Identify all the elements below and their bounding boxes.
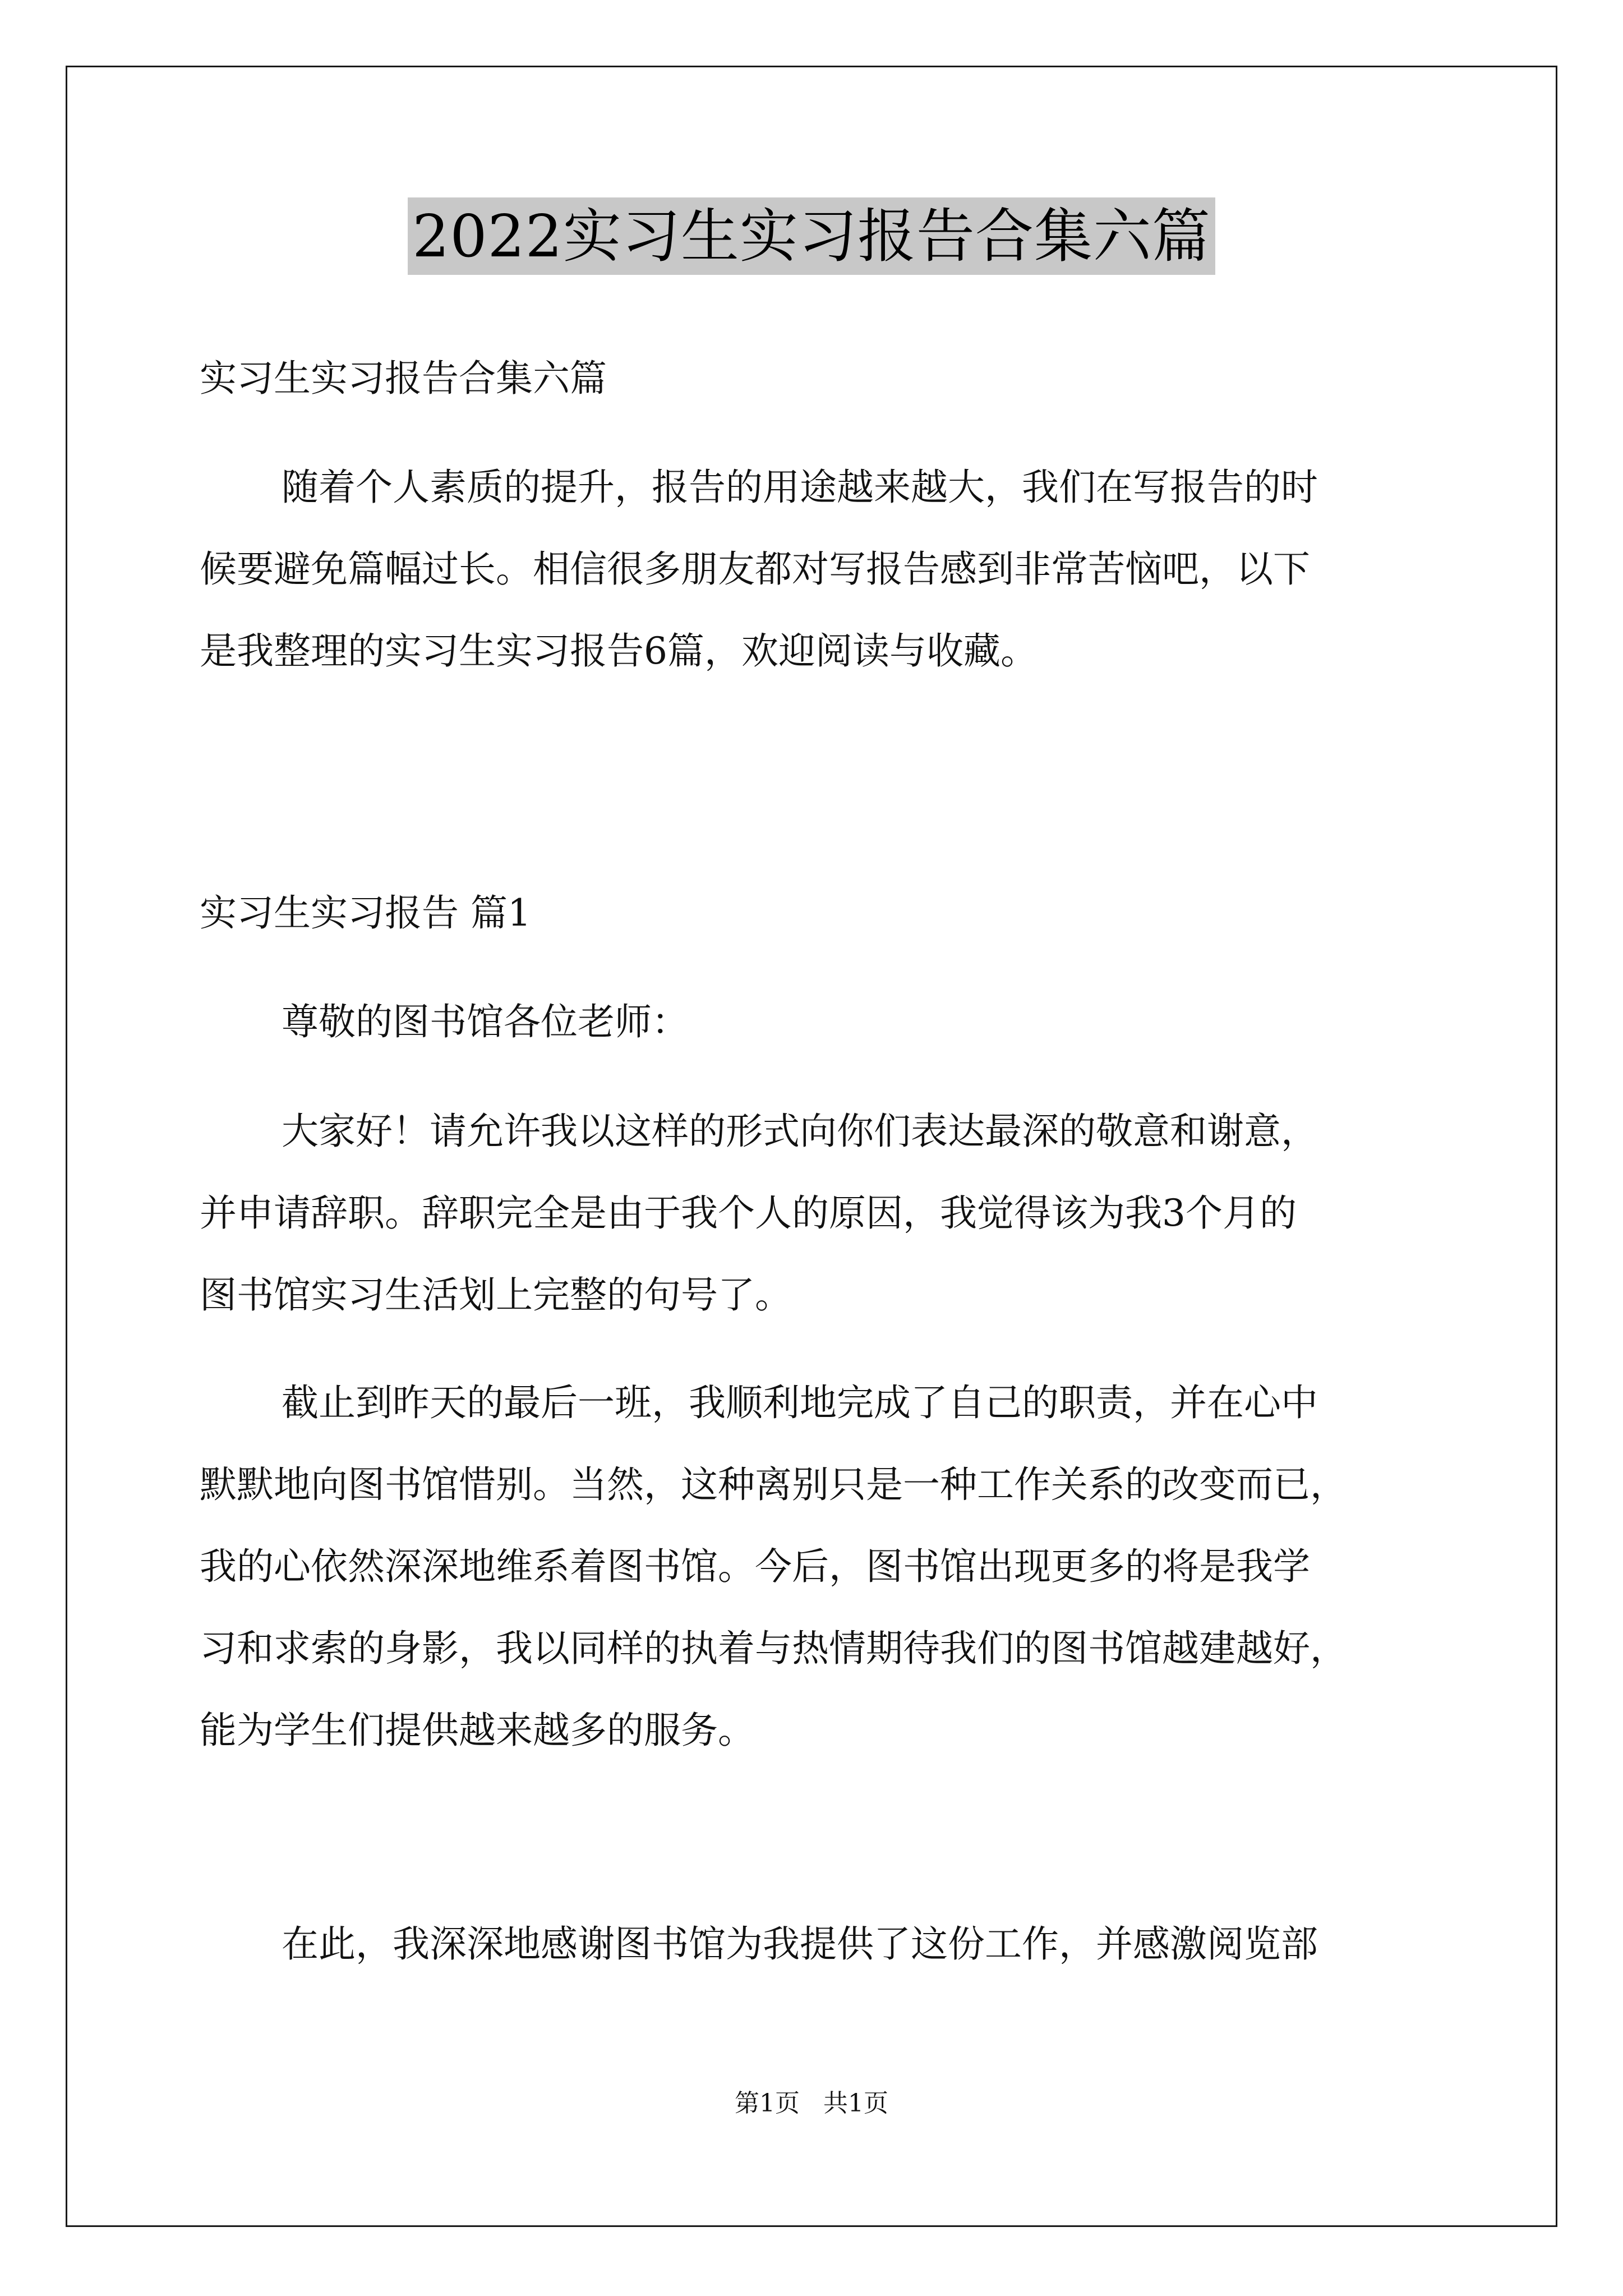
body-paragraph-2 bbox=[200, 1362, 1433, 1772]
section-heading-text: 实习生实习报告 篇1 bbox=[200, 891, 531, 935]
paragraph-line: 默默地向图书馆惜别。当然，这种离别只是一种工作关系的改变而已， bbox=[200, 1463, 1347, 1506]
paragraph-line: 大家好！请允许我以这样的形式向你们表达最深的敬意和谢意， bbox=[282, 1110, 1318, 1153]
paragraph-line: 习和求索的身影，我以同样的执着与热情期待我们的图书馆越建越好， bbox=[200, 1627, 1347, 1670]
document-title-wrap bbox=[0, 197, 1623, 275]
page-number: 第1页 bbox=[735, 2089, 800, 2118]
subtitle-line: 实习生实习报告合集六篇 bbox=[200, 357, 607, 400]
intro-paragraph bbox=[200, 447, 1433, 692]
paragraph-line: 能为学生们提供越来越多的服务。 bbox=[200, 1709, 755, 1752]
intro-line: 候要避免篇幅过长。相信很多朋友都对写报告感到非常苦恼吧，以下 bbox=[200, 547, 1310, 591]
page-footer bbox=[0, 2087, 1623, 2120]
salutation-text: 尊敬的图书馆各位老师： bbox=[282, 1000, 689, 1043]
paragraph-line: 我的心依然深深地维系着图书馆。今后，图书馆出现更多的将是我学 bbox=[200, 1545, 1310, 1588]
body-paragraph-1 bbox=[200, 1091, 1433, 1336]
paragraph-line: 图书馆实习生活划上完整的句号了。 bbox=[200, 1273, 792, 1317]
intro-line: 随着个人素质的提升，报告的用途越来越大，我们在写报告的时 bbox=[282, 466, 1318, 509]
paragraph-line: 并申请辞职。辞职完全是由于我个人的原因，我觉得该为我3个月的 bbox=[200, 1191, 1297, 1235]
body-paragraph-3 bbox=[200, 1903, 1433, 1985]
section-heading bbox=[200, 872, 1433, 954]
page-total: 共1页 bbox=[823, 2089, 888, 2118]
document-title: 2022实习生实习报告合集六篇 bbox=[408, 197, 1215, 275]
salutation bbox=[200, 981, 1433, 1063]
intro-line: 是我整理的实习生实习报告6篇，欢迎阅读与收藏。 bbox=[200, 629, 1038, 673]
paragraph-line: 截止到昨天的最后一班，我顺利地完成了自己的职责，并在心中 bbox=[282, 1381, 1318, 1424]
paragraph-line: 在此，我深深地感谢图书馆为我提供了这份工作，并感激阅览部 bbox=[282, 1922, 1318, 1966]
subtitle bbox=[200, 338, 1433, 420]
